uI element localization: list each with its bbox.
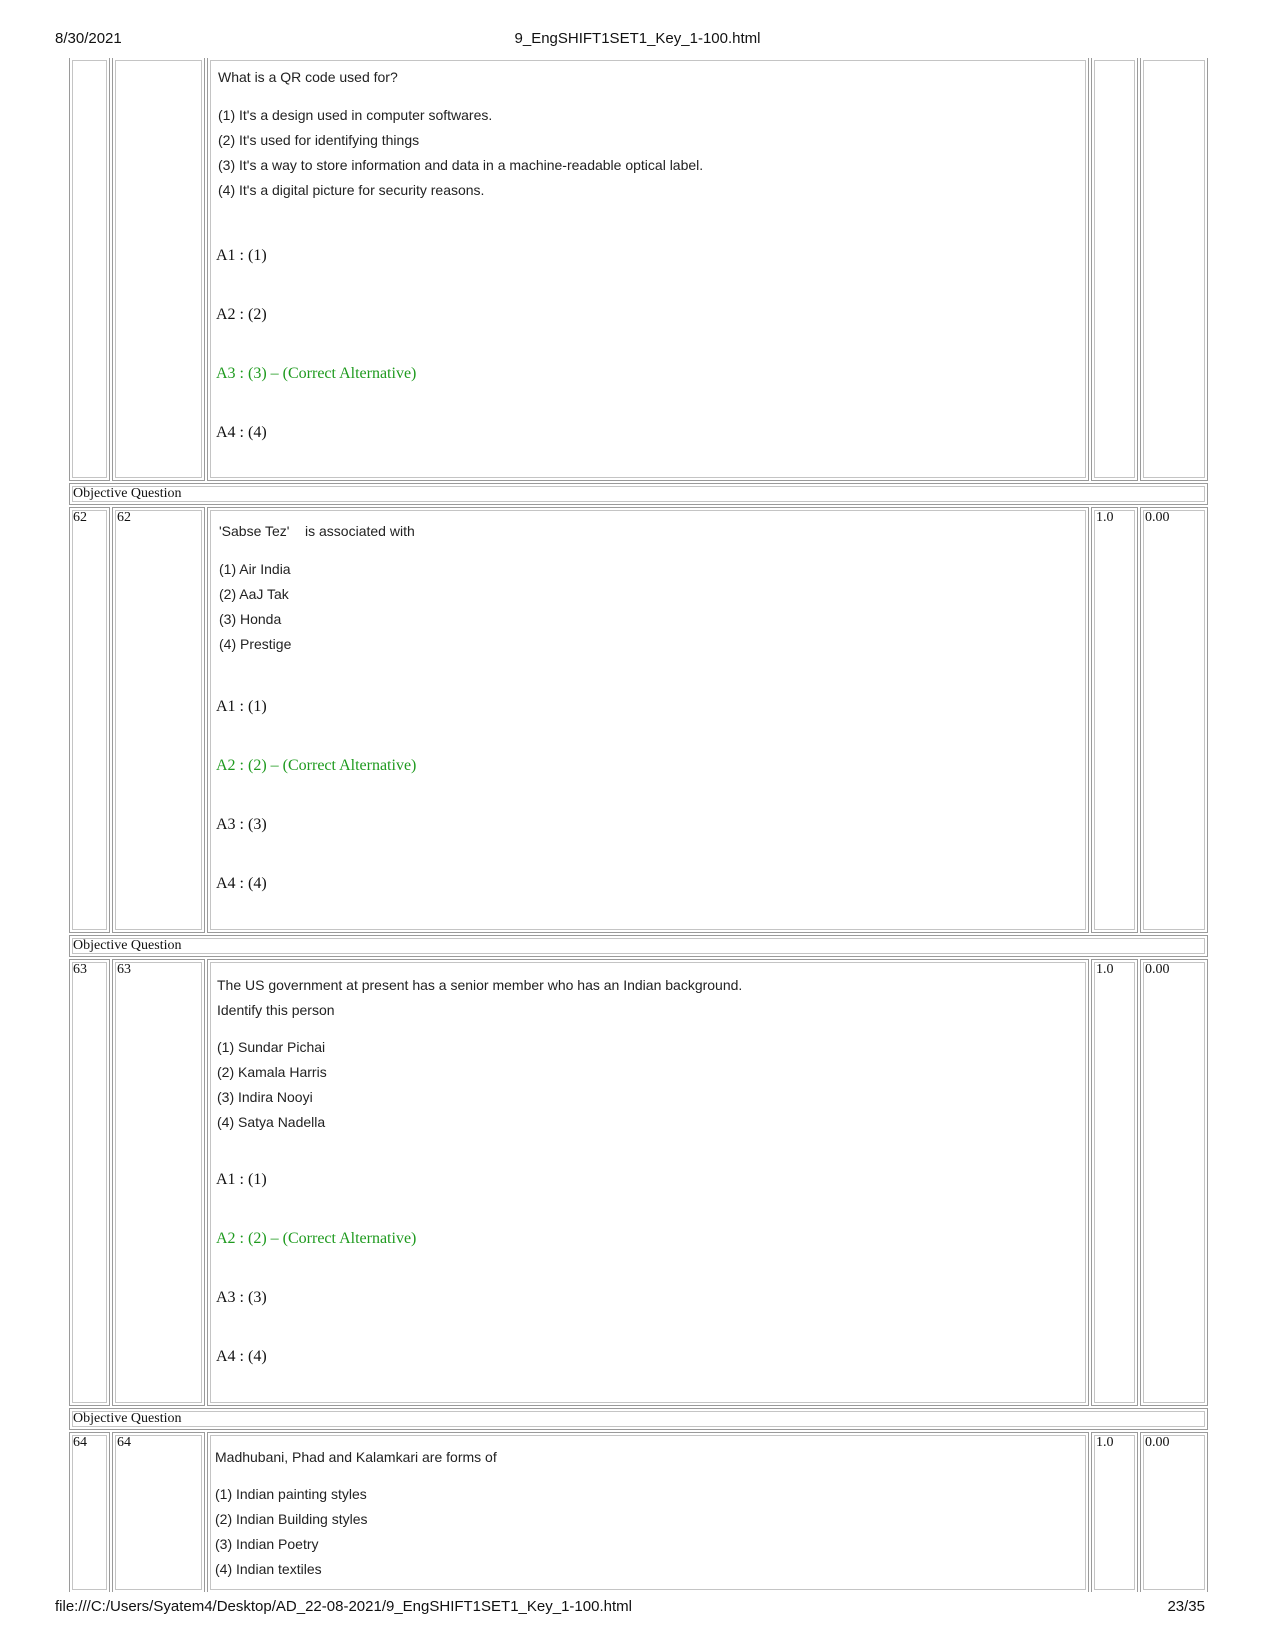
q63-neg-cell xyxy=(1140,959,1208,1406)
q63-qid-cell xyxy=(112,959,205,1406)
section-label-row xyxy=(69,483,1208,505)
q64-qid-cell xyxy=(112,1432,205,1592)
q63-sno: 63 xyxy=(73,962,87,977)
q64-neg-marks: 0.00 xyxy=(1145,1435,1170,1450)
page-number: 23/35 xyxy=(1167,1598,1205,1615)
q61-answer-2: A2 : (2) xyxy=(216,306,267,323)
q63-option-4: (4) Satya Nadella xyxy=(217,1114,326,1130)
q64-marks: 1.0 xyxy=(1096,1435,1114,1450)
section-label: Objective Question xyxy=(73,938,182,953)
q63-question-line1: The US government at present has a senior member who has an Indian background. xyxy=(217,977,743,993)
q62-option-4: (4) Prestige xyxy=(219,636,292,652)
q63-option-2: (2) Kamala Harris xyxy=(217,1064,327,1080)
q63-answer-2-correct: A2 : (2) – (Correct Alternative) xyxy=(216,1230,417,1247)
q61-answer-4: A4 : (4) xyxy=(216,424,267,441)
q61-answer-1: A1 : (1) xyxy=(216,247,267,264)
q63-neg-marks: 0.00 xyxy=(1145,962,1170,977)
q62-marks: 1.0 xyxy=(1096,510,1114,525)
q64-neg-cell xyxy=(1140,1432,1208,1592)
q61-sno-cell xyxy=(69,58,110,481)
q64-option-2: (2) Indian Building styles xyxy=(215,1511,368,1527)
q63-answer-1: A1 : (1) xyxy=(216,1171,267,1188)
section-label: Objective Question xyxy=(73,1411,182,1426)
q62-option-2: (2) AaJ Tak xyxy=(219,586,289,602)
q62-qid: 62 xyxy=(117,510,131,525)
q62-neg-cell xyxy=(1140,507,1208,933)
q61-answer-3-correct: A3 : (3) – (Correct Alternative) xyxy=(216,365,417,382)
q62-neg-marks: 0.00 xyxy=(1145,510,1170,525)
q63-answer-3: A3 : (3) xyxy=(216,1289,267,1306)
q62-answer-2-correct: A2 : (2) – (Correct Alternative) xyxy=(216,757,417,774)
q63-qid: 63 xyxy=(117,962,131,977)
q61-option-4: (4) It's a digital picture for security reasons. xyxy=(218,182,485,198)
q64-sno-cell xyxy=(69,1432,110,1592)
q62-qid-cell xyxy=(112,507,205,933)
q64-option-4: (4) Indian textiles xyxy=(215,1561,322,1577)
q63-answer-4: A4 : (4) xyxy=(216,1348,267,1365)
q62-option-3: (3) Honda xyxy=(219,611,282,627)
q61-option-1: (1) It's a design used in computer softwares. xyxy=(218,107,493,123)
q61-marks-cell xyxy=(1091,58,1138,481)
section-label-row xyxy=(69,1408,1208,1430)
q62-sno: 62 xyxy=(73,510,87,525)
q64-sno: 64 xyxy=(73,1435,87,1450)
q63-option-3: (3) Indira Nooyi xyxy=(217,1089,313,1105)
q62-sno-cell xyxy=(69,507,110,933)
q61-option-3: (3) It's a way to store information and data in a machine-readable optical label. xyxy=(218,157,704,173)
section-label: Objective Question xyxy=(73,486,182,501)
section-label-row xyxy=(69,935,1208,957)
q61-qid-cell xyxy=(112,58,205,481)
q62-answer-1: A1 : (1) xyxy=(216,698,267,715)
q62-answer-4: A4 : (4) xyxy=(216,875,267,892)
q64-qid: 64 xyxy=(117,1435,131,1450)
q63-question-cell xyxy=(207,959,1089,1406)
q64-marks-cell xyxy=(1091,1432,1138,1592)
q62-question-cell xyxy=(207,507,1089,933)
q64-question: Madhubani, Phad and Kalamkari are forms of xyxy=(215,1449,497,1465)
print-date: 8/30/2021 xyxy=(55,30,122,47)
q64-option-1: (1) Indian painting styles xyxy=(215,1486,367,1502)
page-title: 9_EngSHIFT1SET1_Key_1-100.html xyxy=(514,30,761,47)
q63-marks: 1.0 xyxy=(1096,962,1114,977)
q61-option-2: (2) It's used for identifying things xyxy=(218,132,420,148)
q62-option-1: (1) Air India xyxy=(219,561,291,577)
q61-question: What is a QR code used for? xyxy=(218,69,398,85)
q64-option-3: (3) Indian Poetry xyxy=(215,1536,319,1552)
q62-marks-cell xyxy=(1091,507,1138,933)
q61-neg-cell xyxy=(1140,58,1208,481)
footer-path: file:///C:/Users/Syatem4/Desktop/AD_22-08-2021/9_EngSHIFT1SET1_Key_1-100.html xyxy=(55,1598,632,1615)
q63-option-1: (1) Sundar Pichai xyxy=(217,1039,326,1055)
q63-marks-cell xyxy=(1091,959,1138,1406)
q63-sno-cell xyxy=(69,959,110,1406)
q62-question: 'Sabse Tez' is associated with xyxy=(219,523,415,539)
q63-question-line2: Identify this person xyxy=(217,1002,335,1018)
q62-answer-3: A3 : (3) xyxy=(216,816,267,833)
